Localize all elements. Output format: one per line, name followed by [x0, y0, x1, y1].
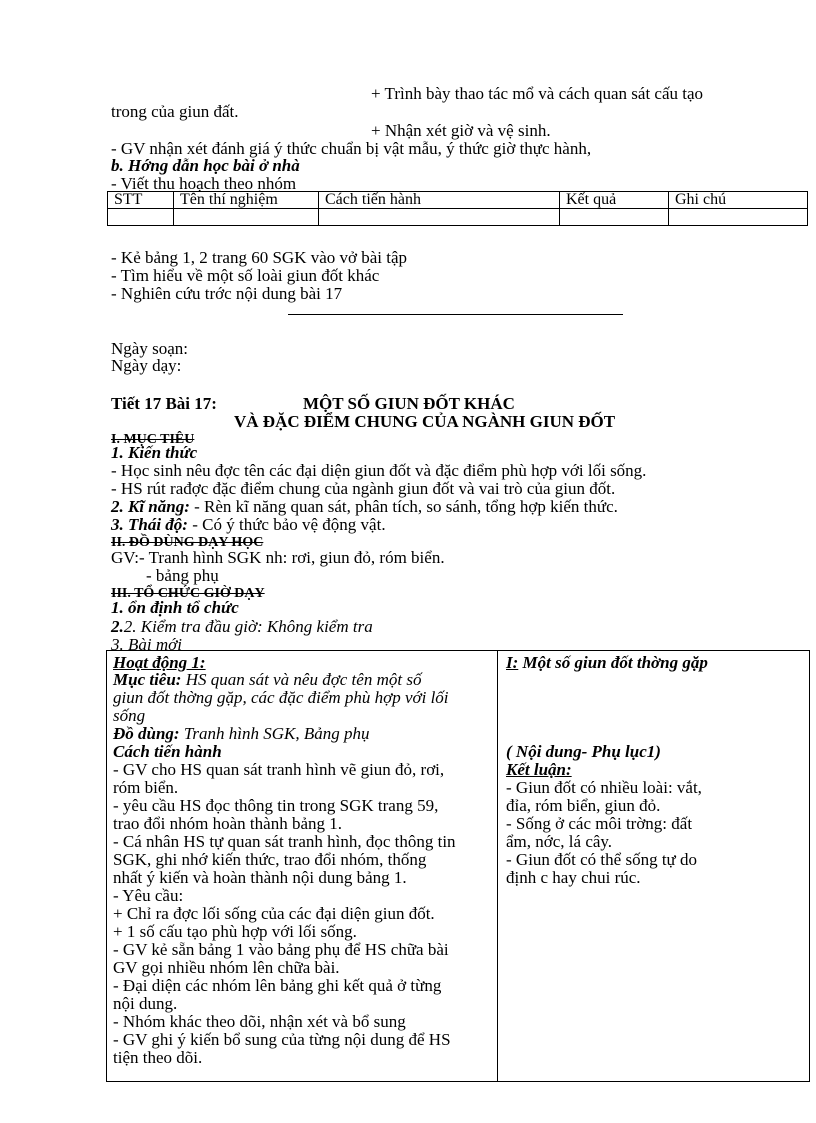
- content-title-text: Một số giun đốt thờng gặp: [518, 653, 708, 672]
- conclusion-line: - Sống ở các môi trờng: đất: [506, 814, 693, 833]
- table-cell: [174, 209, 319, 226]
- conclusion-line: ẩm, nớc, lá cây.: [506, 832, 613, 851]
- subsection-heading: 1. ổn định tổ chức: [111, 598, 239, 617]
- homework-item: - Nghiên cứu trớc nội dung bài 17: [111, 284, 343, 303]
- step-line: - GV kẻ sẵn bảng 1 vào bảng phụ để HS chữa bài: [113, 940, 449, 959]
- step-line: - Cá nhân HS tự quan sát tranh hình, đọc thông tin: [113, 832, 456, 851]
- table-header-row: [108, 192, 808, 209]
- text-line: - bảng phụ: [146, 566, 219, 585]
- lesson-label: Tiết 17 Bài 17:: [111, 394, 217, 413]
- procedure-heading: Cách tiến hành: [113, 742, 222, 761]
- text-line: [111, 617, 373, 636]
- table-cell: [669, 209, 808, 226]
- text-line: GV:- Tranh hình SGK nh: rơi, giun đỏ, róm biển.: [111, 548, 445, 567]
- conclusion-line: - Giun đốt có thể sống tự do: [506, 850, 698, 869]
- step-line: - GV ghi ý kiến bổ sung của từng nội dung để HS: [113, 1030, 451, 1049]
- table-header-cell: Cách tiến hành: [319, 192, 560, 209]
- conclusion-line: định c hay chui rúc.: [506, 868, 641, 887]
- text-line: 3. Bài mới: [111, 635, 182, 651]
- date-prepared: Ngày soạn:: [111, 339, 188, 358]
- step-line: - Nhóm khác theo dõi, nhận xét và bổ sung: [113, 1012, 406, 1031]
- text-line: - GV nhận xét đánh giá ý thức chuẩn bị vật mẫu, ý thức giờ thực hành,: [111, 139, 592, 158]
- step-line: SGK, ghi nhớ kiến thức, trao đổi nhóm, thống: [113, 850, 427, 869]
- conclusion-line: đỉa, róm biển, giun đỏ.: [506, 796, 661, 815]
- section-heading: b. Hớng dẫn học bài ở nhà: [111, 156, 300, 175]
- text-line: + Trình bày thao tác mổ và cách quan sát cấu tạo: [371, 84, 704, 103]
- homework-item: - Tìm hiểu về một số loài giun đốt khác: [111, 266, 380, 285]
- attitude-label: 3. Thái độ:: [111, 515, 188, 534]
- text-line: sống: [113, 706, 146, 725]
- lesson-subtitle: VÀ ĐẶC ĐIỂM CHUNG CỦA NGÀNH GIUN ĐỐT: [234, 412, 616, 431]
- item-number: 2.: [111, 617, 124, 636]
- skill-label: 2. Kĩ năng:: [111, 497, 190, 516]
- table-cell: [319, 209, 560, 226]
- conclusion-line: - Giun đốt có nhiều loài: vắt,: [506, 778, 702, 797]
- objective-label: Mục tiêu:: [113, 670, 182, 689]
- content-reference: ( Nội dung- Phụ lục1): [506, 742, 661, 761]
- item-text: 2. Kiểm tra đầu giờ: Không kiểm tra: [123, 617, 373, 636]
- text-line: - HS rút rađợc đặc điểm chung của ngành giun đốt và vai trò của giun đốt.: [111, 479, 616, 498]
- materials-label: Đồ dùng:: [113, 724, 180, 743]
- homework-item: - Kẻ bảng 1, 2 trang 60 SGK vào vở bài tập: [111, 248, 408, 267]
- skill-text: - Rèn kĩ năng quan sát, phân tích, so sánh, tổng hợp kiến thức.: [189, 497, 618, 516]
- text-line: [113, 724, 369, 743]
- step-line: + 1 số cấu tạo phù hợp với lối sống.: [113, 922, 357, 941]
- step-line: - yêu cầu HS đọc thông tin trong SGK trang 59,: [113, 796, 439, 815]
- table-cell: [108, 209, 174, 226]
- conclusion-heading: Kết luận:: [506, 760, 572, 779]
- table-header-cell: STT: [108, 192, 174, 209]
- objective-text: HS quan sát và nêu đợc tên một số: [181, 670, 422, 689]
- table-header-cell: Tên thí nghiệm: [174, 192, 319, 209]
- step-line: róm biển.: [113, 778, 179, 797]
- text-line: trong của giun đất.: [111, 102, 239, 121]
- content-title: [506, 653, 708, 672]
- divider: [288, 314, 623, 315]
- step-line: tiện theo dõi.: [113, 1048, 203, 1067]
- table-cell: [560, 209, 669, 226]
- step-line: trao đổi nhóm hoàn thành bảng 1.: [113, 814, 342, 833]
- activity-title: Hoạt động 1:: [113, 653, 206, 672]
- text-line: [111, 515, 386, 534]
- step-line: nhất ý kiến và hoàn thành nội dung bảng 1.: [113, 868, 407, 887]
- materials-text: Tranh hình SGK, Bảng phụ: [179, 724, 370, 743]
- step-line: - Đại diện các nhóm lên bảng ghi kết quả ở từng: [113, 976, 442, 995]
- text-line: [113, 670, 421, 689]
- subsection-heading: 1. Kiến thức: [111, 443, 198, 462]
- content-number: I:: [506, 653, 519, 672]
- step-line: - GV cho HS quan sát tranh hình vẽ giun đỏ, rơi,: [113, 760, 445, 779]
- section-heading: II. ĐỒ DÙNG DẠY HỌC: [111, 535, 264, 550]
- step-line: nội dung.: [113, 994, 178, 1013]
- lesson-title: MỘT SỐ GIUN ĐỐT KHÁC: [303, 394, 515, 413]
- date-taught: Ngày dạy:: [111, 356, 182, 375]
- text-line: [111, 497, 618, 516]
- step-line: - Yêu cầu:: [113, 886, 184, 905]
- text-line: - Học sinh nêu đợc tên các đại diện giun đốt và đặc điểm phù hợp với lối sống.: [111, 461, 647, 480]
- text-line: giun đốt thờng gặp, các đặc điểm phù hợp với lối: [113, 688, 449, 707]
- attitude-text: - Có ý thức bảo vệ động vật.: [187, 515, 386, 534]
- table-row: [108, 209, 808, 226]
- table-header-cell: Kết quả: [560, 192, 669, 209]
- section-heading: I. MỤC TIÊU: [111, 432, 195, 447]
- report-table: [107, 191, 808, 226]
- text-line: - Viết thu hoạch theo nhóm: [111, 174, 297, 193]
- table-header-cell: Ghi chú: [669, 192, 808, 209]
- step-line: GV gọi nhiều nhóm lên chữa bài.: [113, 958, 340, 977]
- section-heading: III. TỔ CHỨC GIỜ DẠY: [111, 586, 265, 601]
- step-line: + Chỉ ra đợc lối sống của các đại diện giun đốt.: [113, 904, 435, 923]
- text-line: + Nhận xét giờ và vệ sinh.: [371, 121, 551, 140]
